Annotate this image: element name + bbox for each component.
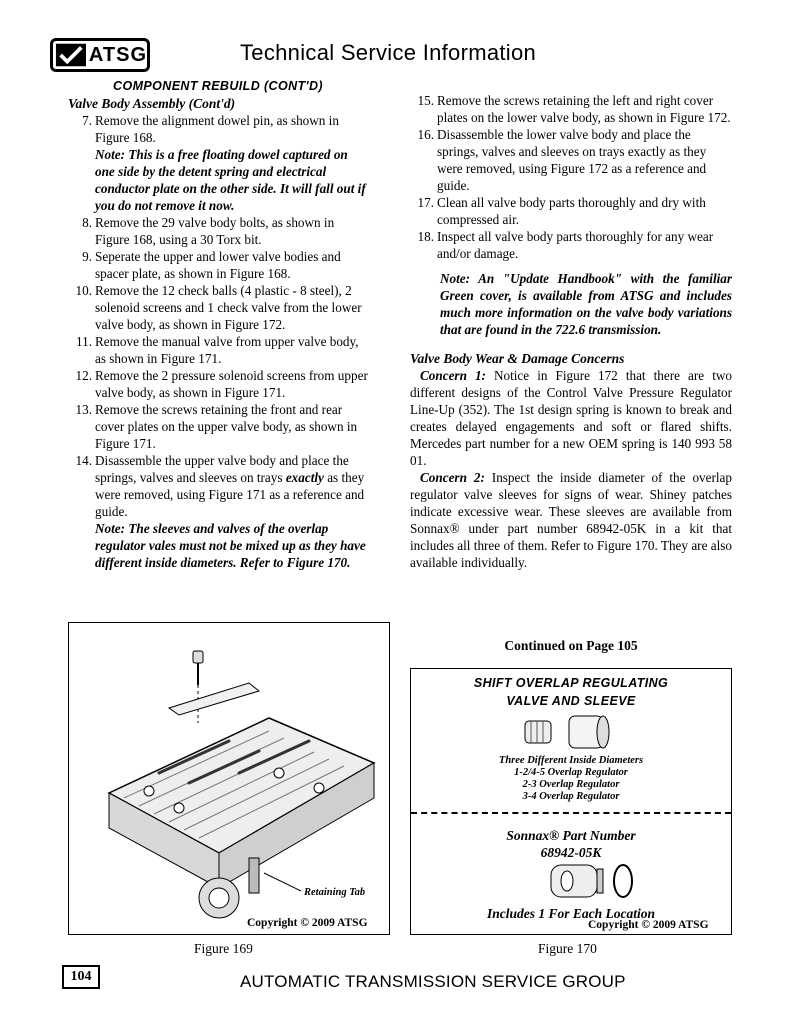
update-handbook-note: Note: An "Update Handbook" with the familiar Green cover, is available from ATSG and includes much more information on the valve body variations that are found in the 722.6 transmission. [440,271,732,337]
list-item: 7. Remove the alignment dowel pin, as shown in Figure 168. Note: This is a free floating dowel captured on one side by the detent spring and electrical conductor plate on the other side. It will fall out if you do not remove it now. [82,113,366,213]
includes-text: Includes 1 For Each Location [486,906,656,921]
list-item: 13. Remove the screws retaining the front and rear cover plates on the upper valve body, as shown in Figure 171. [75,402,358,451]
list-item: 14. Disassemble the upper valve body and place the springs, valves and sleeves on trays exactly as they were removed, using Figure 171 as a reference and guide. Note: The sleeves and valves of the overlap regulator vales must not be mixed up as they have different inside diameters. Refer to Figure 170. [75,453,366,570]
figure-170-caption: Figure 170 [538,941,597,956]
atsg-logo [50,38,150,72]
list-item: 17. Clean all valve body parts thoroughly and dry with compressed air. [417,195,706,227]
footer-org: AUTOMATIC TRANSMISSION SERVICE GROUP [240,972,626,991]
list-item: 8. Remove the 29 valve body bolts, as shown in Figure 168, using a 30 Torx bit. [82,215,335,247]
figure-169-caption: Figure 169 [194,941,253,956]
logo-text: ATSG [88,43,147,66]
note-text: Note: The sleeves and valves of the overlap regulator vales must not be mixed up as they have different inside diameters. Refer to Figure 170. [95,521,366,570]
concern-2-paragraph: Concern 2: Inspect the inside diameter of the overlap regulator valve sleeves for signs of wear. Shiney patches indicate excessive wear. These sleeves are available from Sonnax® under part number 68942-05K in a kit that includes all three of them. Refer to Figure 170. They are also available individually. [410,470,732,570]
list-item: 18. Inspect all valve body parts thoroughly for any wear and/or damage. [417,229,714,261]
page-title: Technical Service Information [240,40,537,65]
list-item: 11. Remove the manual valve from upper valve body, as shown in Figure 171. [76,334,359,366]
copyright: Copyright © 2009 ATSG [588,919,709,931]
page-number: 104 [62,965,100,989]
right-steps-list [410,92,732,262]
sonnax-part-info: Sonnax® Part Number 68942-05K [506,828,636,860]
list-item: 9. Seperate the upper and lower valve bodies and spacer plate, as shown in Figure 168. [82,249,341,281]
checkmark-logo-icon [55,41,87,69]
left-steps-list [68,112,368,571]
concern-1-paragraph: Concern 1: Notice in Figure 172 that there are two different designs of the Control Valve Pressure Regulator Line-Up (352). The 1st design spring is known to break and creates delayed engagements and soft or flared shifts. Mercedes part number for a new OEM spring is 140 993 58 01. [410,368,732,468]
figure-170-title: SHIFT OVERLAP REGULATING VALVE AND SLEEVE [473,676,669,708]
detent-spring-icon [169,683,259,715]
copyright: Copyright © 2009 ATSG [247,917,368,929]
bolt-icon [193,651,203,723]
divider [411,812,731,814]
inside-diameters-text: Three Different Inside Diameters 1-2/4-5 Overlap Regulator 2-3 Overlap Regulator 3-4 Overlap Regulator [498,755,644,802]
list-item: 10. Remove the 12 check balls (4 plastic - 8 steel), 2 solenoid screens and 1 check valve from the lower valve body, as shown in Figure 172. [75,283,362,332]
retaining-tab-callout: Retaining Tab [304,887,366,898]
sleeve-kit-icon [543,861,638,901]
note-text: Note: This is a free floating dowel captured on one side by the detent spring and electrical conductor plate on the other side. It will fall out if you do not remove it now. [95,147,366,213]
concerns-title: Valve Body Wear & Damage Concerns [410,351,625,366]
figure-169 [68,622,390,935]
right-column [410,92,732,571]
continued-note: Continued on Page 105 [504,638,638,653]
figure-170 [410,668,732,935]
subsection-title: Valve Body Assembly (Cont'd) [68,96,236,111]
left-column [68,78,368,571]
section-title: COMPONENT REBUILD (CONT'D) [113,79,323,93]
valve-and-sleeve-icon [521,713,621,753]
list-item: 16. Disassemble the lower valve body and place the springs, valves and sleeves on trays exactly as they were removed, using Figure 172 as a reference and guide. [417,127,707,193]
list-item: 12. Remove the 2 pressure solenoid screens from upper valve body, as shown in Figure 171. [75,368,368,400]
list-item: 15. Remove the screws retaining the left and right cover plates on the lower valve body, as shown in Figure 172. [417,93,731,125]
